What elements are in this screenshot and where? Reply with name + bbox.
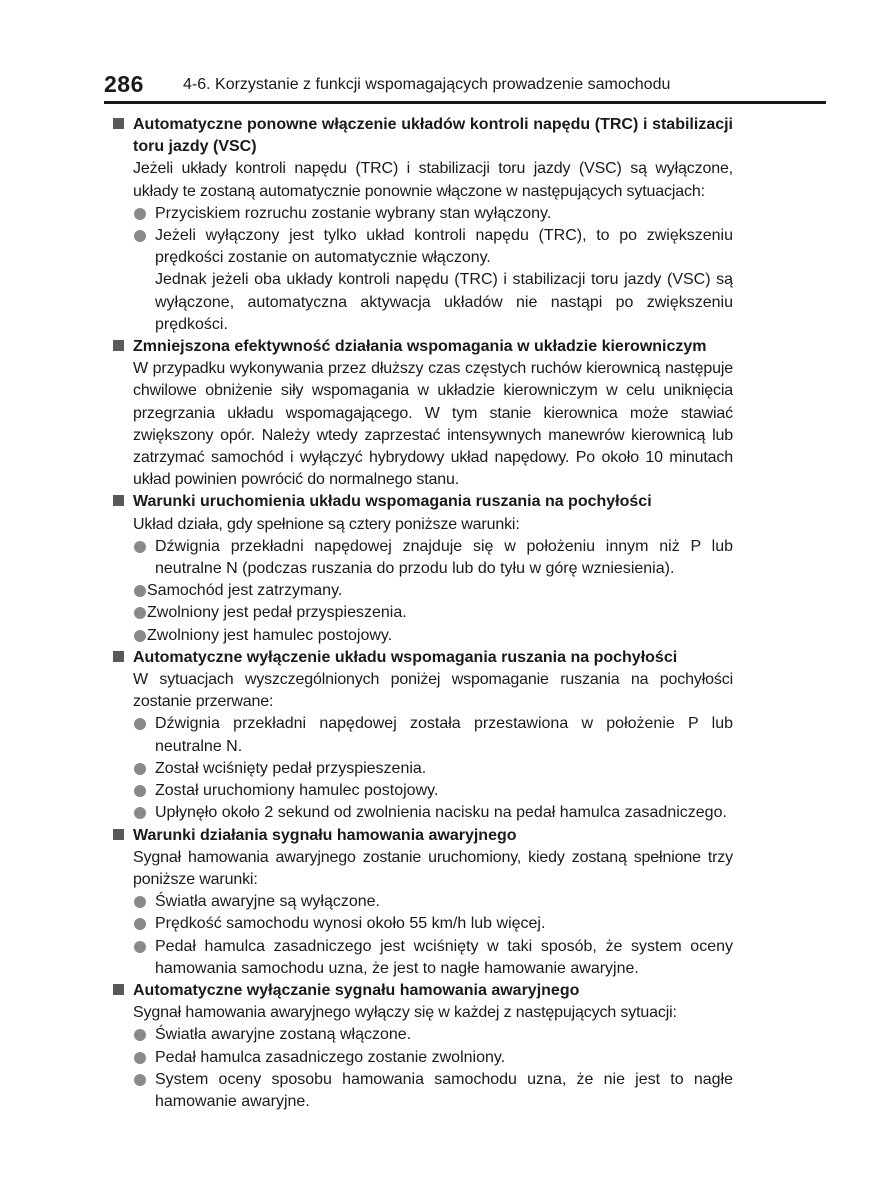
section-steering-assist-reduction <box>113 336 733 491</box>
round-bullet-icon <box>134 785 146 797</box>
round-bullet-icon <box>134 1074 146 1086</box>
page-header <box>104 70 826 104</box>
list-item <box>133 891 733 913</box>
list-item-text: Pedał hamulca zasadniczego zostanie zwolniony. <box>155 1048 506 1066</box>
list-item <box>133 225 733 336</box>
section-body: Układ działa, gdy spełnione są cztery poniższe warunki: <box>133 515 520 533</box>
section-heading <box>113 336 733 358</box>
square-bullet-icon <box>113 495 124 506</box>
list-item-text: Zwolniony jest hamulec postojowy. <box>147 626 393 644</box>
list-item-text: Przyciskiem rozruchu zostanie wybrany stan wyłączony. <box>155 204 552 222</box>
list-item-text: System oceny sposobu hamowania samochodu uzna, że nie jest to nagłe hamowanie awaryjne. <box>155 1070 733 1110</box>
page-content <box>113 114 733 1113</box>
round-bullet-icon <box>134 896 146 908</box>
section-hill-start-auto-off <box>113 647 733 825</box>
list-item-text: Pedał hamulca zasadniczego jest wciśnięty w taki sposób, że system oceny hamowania samochodu uzna, że jest to nagłe hamowanie awaryjne. <box>155 937 733 977</box>
section-trc-vsc-reactivation <box>113 114 733 336</box>
round-bullet-icon <box>134 607 146 619</box>
list-item <box>133 625 733 647</box>
round-bullet-icon <box>134 718 146 730</box>
page-number: 286 <box>104 71 144 97</box>
list-item <box>133 602 733 624</box>
section-body: Sygnał hamowania awaryjnego zostanie uruchomiony, kiedy zostaną spełnione trzy poniższe warunki: <box>133 848 733 888</box>
section-heading-text: Warunki uruchomienia układu wspomagania ruszania na pochyłości <box>133 493 652 511</box>
list-item <box>133 780 733 802</box>
list-item-text: Samochód jest zatrzymany. <box>147 582 343 600</box>
list-item <box>133 1069 733 1113</box>
round-bullet-icon <box>134 941 146 953</box>
list-item <box>133 913 733 935</box>
list-item-text: Zwolniony jest pedał przyspieszenia. <box>147 604 407 622</box>
section-heading-text: Automatyczne ponowne włączenie układów kontroli napędu (TRC) i stabilizacji toru jazdy (VSC) <box>133 116 733 156</box>
round-bullet-icon <box>134 807 146 819</box>
list-item-text: Jeżeli wyłączony jest tylko układ kontroli napędu (TRC), to po zwiększeniu prędkości zostanie on automatycznie włączony. <box>155 227 733 267</box>
section-body: Sygnał hamowania awaryjnego wyłączy się w każdej z następujących sytuacji: <box>133 1004 677 1022</box>
round-bullet-icon <box>134 230 146 242</box>
bullet-list <box>113 536 733 647</box>
section-heading <box>113 980 733 1002</box>
square-bullet-icon <box>113 984 124 995</box>
list-item-text: Został uruchomiony hamulec postojowy. <box>155 782 439 800</box>
section-heading-text: Zmniejszona efektywność działania wspomagania w układzie kierowniczym <box>133 338 707 356</box>
list-item <box>133 713 733 757</box>
section-body: W sytuacjach wyszczególnionych poniżej wspomaganie ruszania na pochyłości zostanie przerwane: <box>133 671 733 711</box>
square-bullet-icon <box>113 118 124 129</box>
section-heading-text: Automatyczne wyłączanie sygnału hamowania awaryjnego <box>133 981 580 999</box>
round-bullet-icon <box>134 918 146 930</box>
section-heading-text: Warunki działania sygnału hamowania awaryjnego <box>133 826 517 844</box>
list-item <box>133 580 733 602</box>
list-item-text: Prędkość samochodu wynosi około 55 km/h lub więcej. <box>155 915 546 933</box>
round-bullet-icon <box>134 541 146 553</box>
section-body: Jeżeli układy kontroli napędu (TRC) i stabilizacji toru jazdy (VSC) są wyłączone, układy te zostaną automatycznie ponownie włączone w następujących sytuacjach: <box>133 160 733 200</box>
list-item <box>133 203 733 225</box>
list-item <box>133 802 733 824</box>
section-body: W przypadku wykonywania przez dłuższy czas częstych ruchów kierownicą następuje chwilowe obniżenie siły wspomagania w układzie kierowniczym w celu uniknięcia przegrzania układu wspomagającego. W tym stanie kierownica może stawiać zwiększony opór. Należy wtedy zaprzestać intensywnych manewrów kierownicą lub zatrzymać samochód i wyłączyć hybrydowy układ napędowy. Po około 10 minutach układ powinien powrócić do normalnego stanu. <box>133 360 733 489</box>
section-heading-text: Automatyczne wyłączenie układu wspomagania ruszania na pochyłości <box>133 648 678 666</box>
round-bullet-icon <box>134 763 146 775</box>
round-bullet-icon <box>134 1052 146 1064</box>
list-item-text: Światła awaryjne są wyłączone. <box>155 893 380 911</box>
list-item <box>133 936 733 980</box>
list-item <box>133 1024 733 1046</box>
bullet-list <box>113 203 733 336</box>
list-item <box>133 536 733 580</box>
bullet-list <box>113 713 733 824</box>
square-bullet-icon <box>113 651 124 662</box>
section-emergency-brake-signal-auto-off <box>113 980 733 1113</box>
round-bullet-icon <box>134 630 146 642</box>
list-item <box>133 758 733 780</box>
list-item <box>133 1047 733 1069</box>
list-item-text: Dźwignia przekładni napędowej została przestawiona w położenie P lub neutralne N. <box>155 715 733 755</box>
header-rule <box>104 101 826 104</box>
round-bullet-icon <box>134 208 146 220</box>
list-item-text: Dźwignia przekładni napędowej znajduje się w położeniu innym niż P lub neutralne N (podczas ruszania do przodu lub do tyłu w górę wzniesienia). <box>155 537 733 578</box>
section-emergency-brake-signal-conditions <box>113 825 733 980</box>
list-item-text: Został wciśnięty pedał przyspieszenia. <box>155 759 427 777</box>
list-item-text: Światła awaryjne zostaną włączone. <box>155 1026 412 1044</box>
list-item-text: Upłynęło około 2 sekund od zwolnienia nacisku na pedał hamulca zasadniczego. <box>155 804 727 822</box>
section-heading <box>113 114 733 158</box>
section-heading <box>113 825 733 847</box>
square-bullet-icon <box>113 829 124 840</box>
section-heading <box>113 647 733 669</box>
round-bullet-icon <box>134 585 146 597</box>
section-heading <box>113 491 733 513</box>
bullet-list <box>113 1024 733 1113</box>
section-hill-start-conditions <box>113 491 733 646</box>
round-bullet-icon <box>134 1029 146 1041</box>
chapter-title: 4-6. Korzystanie z funkcji wspomagających prowadzenie samochodu <box>183 76 671 93</box>
bullet-list <box>113 891 733 980</box>
list-item-continuation: Jednak jeżeli oba układy kontroli napędu (TRC) i stabilizacji toru jazdy (VSC) są wyłączone, automatyczna aktywacja układów nie nastąpi po zwiększeniu prędkości. <box>155 271 733 333</box>
square-bullet-icon <box>113 340 124 351</box>
